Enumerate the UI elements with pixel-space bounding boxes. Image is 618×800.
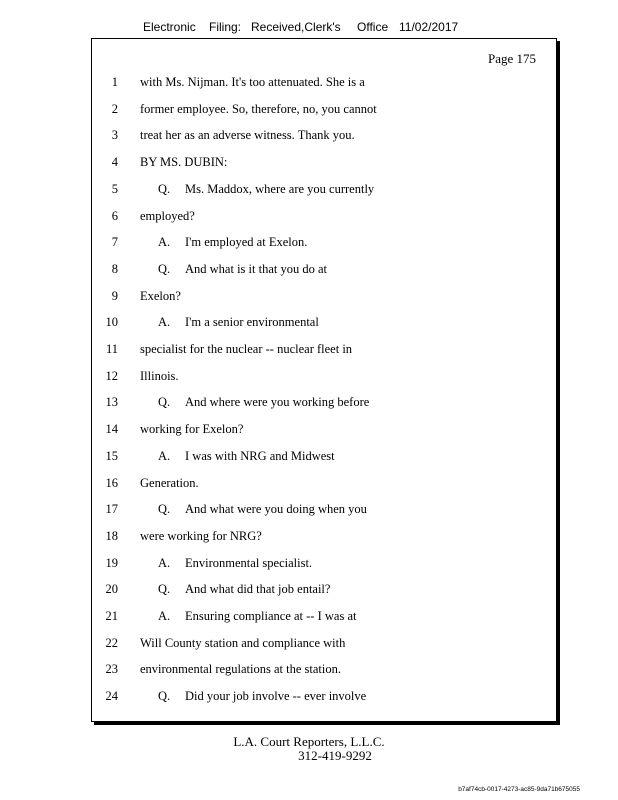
line-number: 22 (105, 635, 118, 650)
transcript-line (92, 395, 556, 413)
line-content: specialist for the nuclear -- nuclear fleet in (140, 342, 353, 356)
line-text (158, 689, 366, 704)
line-text (140, 128, 355, 143)
line-text (140, 476, 199, 491)
transcript-line (92, 476, 556, 494)
footer-phone: 312-419-9292 (298, 748, 372, 763)
transcript-line (92, 155, 556, 173)
line-content: environmental regulations at the station. (140, 662, 341, 677)
line-content: were working for NRG? (140, 528, 262, 543)
line-number: 15 (105, 448, 118, 463)
transcript-line (92, 315, 556, 333)
line-number: 7 (111, 235, 118, 250)
line-number: 19 (105, 555, 118, 570)
document-id: b7af74cb-0017-4273-ac85-9da71b675055 (458, 786, 580, 793)
transcript-line (92, 128, 556, 146)
line-content: working for Exelon? (140, 422, 244, 437)
speaker-label: Q. (158, 395, 171, 410)
transcript-line (92, 342, 556, 360)
line-number: 21 (105, 609, 118, 623)
line-text (158, 182, 374, 197)
line-content: Environmental specialist. (185, 555, 313, 570)
line-text (158, 315, 319, 330)
line-text (158, 609, 356, 624)
line-text (158, 449, 335, 464)
line-number: 8 (111, 261, 118, 276)
line-text (140, 75, 365, 90)
header-electronic: Electronic (143, 20, 196, 34)
filing-header (0, 20, 618, 38)
speaker-label: A. (158, 448, 171, 463)
transcript-line (92, 609, 556, 627)
line-text (140, 422, 243, 437)
line-number: 18 (105, 528, 118, 543)
transcript-line (92, 636, 556, 654)
footer-company: L.A. Court Reporters, L.L.C. (233, 734, 385, 749)
line-content: And where were you working before (185, 395, 370, 410)
line-content: And what did that job entail? (185, 582, 331, 597)
line-content: Exelon? (140, 288, 181, 303)
line-content: BY MS. DUBIN: (140, 155, 228, 170)
line-number: 9 (111, 288, 118, 303)
speaker-label: A. (158, 315, 171, 330)
transcript-page (91, 38, 557, 722)
line-content: Illinois. (140, 368, 179, 383)
transcript-line (92, 209, 556, 227)
line-content: Did your job involve -- ever involve (185, 689, 367, 704)
line-text (140, 369, 179, 384)
line-number: 3 (111, 128, 118, 143)
line-text (140, 102, 377, 117)
speaker-label: Q. (158, 502, 171, 517)
transcript-line (92, 502, 556, 520)
line-number: 23 (105, 662, 118, 677)
transcript-line (92, 235, 556, 253)
line-number: 5 (111, 181, 118, 196)
line-number: 13 (105, 395, 118, 410)
line-content: treat her as an adverse witness. Thank you. (140, 128, 355, 143)
line-text (140, 529, 262, 544)
line-content: And what were you doing when you (185, 502, 367, 517)
transcript-line (92, 582, 556, 600)
line-content: with Ms. Nijman. It's too attenuated. She is a (140, 75, 365, 89)
line-text (140, 636, 345, 651)
speaker-label: Q. (158, 689, 171, 704)
line-content: I'm a senior environmental (185, 315, 319, 330)
line-number: 6 (111, 208, 118, 223)
speaker-label: A. (158, 235, 171, 250)
header-office: Office (357, 20, 389, 34)
line-text (158, 395, 369, 410)
line-content: Will County station and compliance with (140, 635, 346, 650)
transcript-line (92, 449, 556, 467)
line-content: I'm employed at Exelon. (185, 235, 308, 250)
transcript-line (92, 102, 556, 120)
line-number: 10 (105, 315, 118, 330)
line-number: 12 (105, 368, 118, 383)
line-number: 11 (105, 342, 118, 356)
line-content: former employee. So, therefore, no, you cannot (140, 101, 377, 116)
line-content: I was with NRG and Midwest (185, 448, 335, 463)
transcript-line (92, 262, 556, 280)
header-date: 11/02/2017 (399, 20, 459, 34)
line-number: 2 (111, 101, 118, 116)
transcript-line (92, 75, 556, 93)
line-text (158, 235, 307, 250)
line-content: Ensuring compliance at -- I was at (185, 609, 357, 623)
transcript-line (92, 422, 556, 440)
transcript-line (92, 369, 556, 387)
line-number: 17 (105, 502, 118, 517)
transcript-line (92, 289, 556, 307)
line-number: 16 (105, 475, 118, 490)
header-received: Received,Clerk's (251, 20, 341, 34)
transcript-line (92, 182, 556, 200)
line-text (158, 262, 327, 277)
line-number: 24 (105, 689, 118, 704)
speaker-label: Q. (158, 181, 171, 196)
line-text (158, 556, 312, 571)
line-text (140, 662, 341, 677)
line-content: employed? (140, 208, 195, 223)
line-text (140, 342, 352, 357)
line-content: Generation. (140, 475, 199, 490)
line-text (140, 289, 181, 304)
line-text (158, 582, 330, 597)
line-text (158, 502, 367, 517)
page-number: Page 175 (487, 51, 536, 66)
line-number: 20 (105, 582, 118, 597)
line-number: 1 (111, 75, 118, 89)
speaker-label: Q. (158, 261, 171, 276)
line-number: 4 (111, 155, 118, 170)
speaker-label: Q. (158, 582, 171, 597)
header-filing: Filing: (209, 20, 242, 34)
line-text (140, 155, 227, 170)
transcript-line (92, 556, 556, 574)
speaker-label: A. (158, 555, 171, 570)
transcript-line (92, 529, 556, 547)
line-number: 14 (105, 422, 118, 437)
line-content: Ms. Maddox, where are you currently (185, 181, 375, 196)
transcript-line (92, 689, 556, 707)
transcript-line (92, 662, 556, 680)
line-text (140, 209, 195, 224)
speaker-label: A. (158, 609, 171, 623)
line-content: And what is it that you do at (185, 261, 327, 276)
